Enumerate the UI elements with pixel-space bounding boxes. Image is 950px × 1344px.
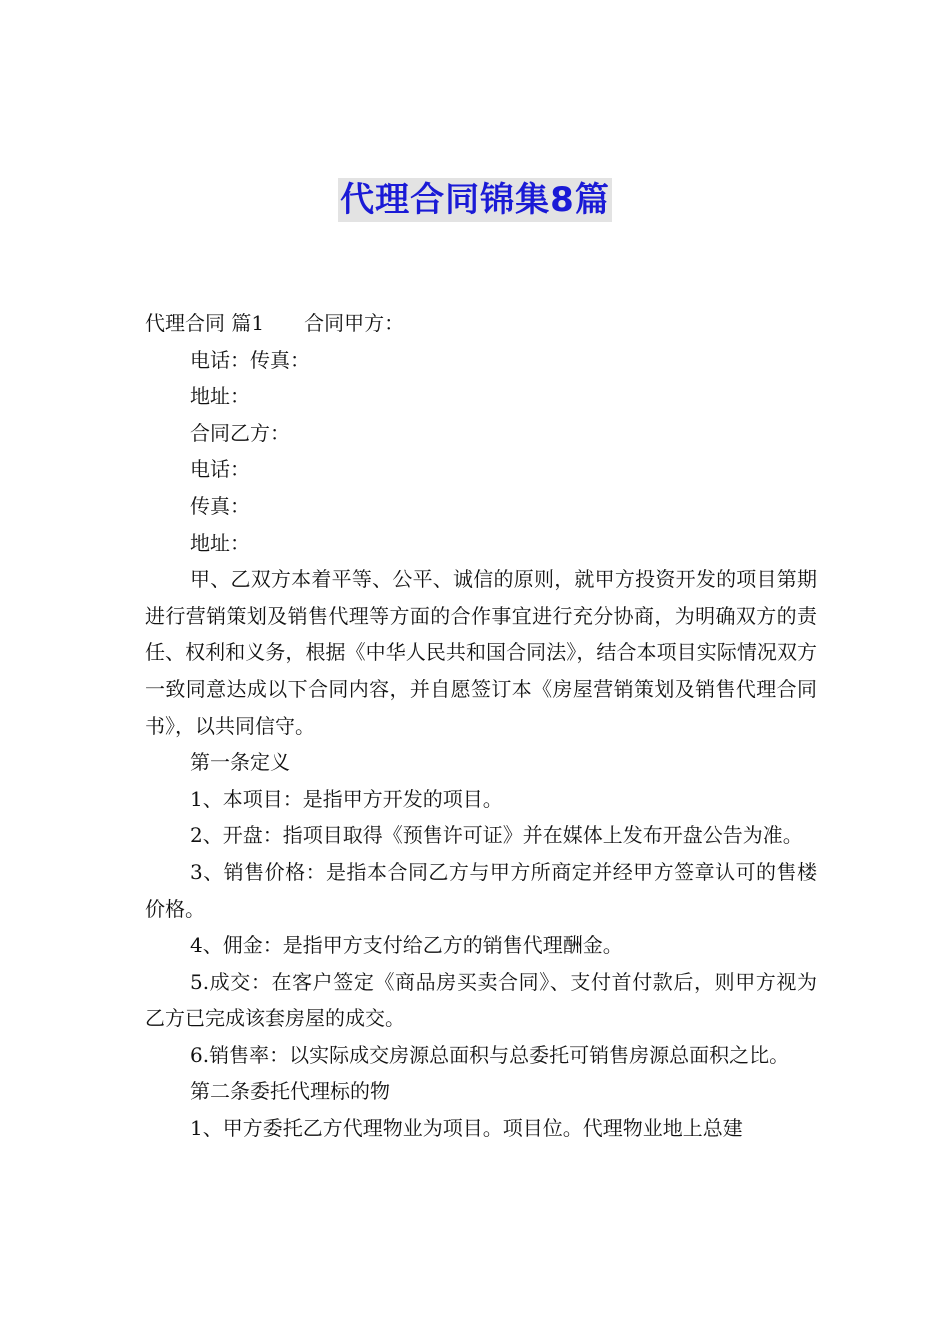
paragraph: 1、甲方委托乙方代理物业为项目。项目位。代理物业地上总建 (190, 1116, 743, 1141)
document-body (145, 305, 817, 1147)
paragraph: 甲、乙双方本着平等、公平、诚信的原则，就甲方投资开发的项目第期进行营销策划及销售代理等方面的合作事宜进行充分协商，为明确双方的责任、权利和义务，根据《中华人民共和国合同法》，结合本项目实际情况双方一致同意达成以下合同内容，并自愿签订本《房屋营销策划及销售代理合同书》，以共同信守。 (145, 567, 817, 738)
paragraph: 第二条委托代理标的物 (190, 1079, 390, 1104)
paragraph: 4、佣金：是指甲方支付给乙方的销售代理酬金。 (190, 933, 623, 958)
paragraph: 传真： (190, 493, 250, 518)
paragraph: 3、销售价格：是指本合同乙方与甲方所商定并经甲方签章认可的售楼价格。 (145, 859, 817, 921)
section-label: 代理合同 篇1 (145, 311, 265, 335)
paragraph: 2、开盘：指项目取得《预售许可证》并在媒体上发布开盘公告为准。 (190, 823, 803, 848)
paragraph: 电话：传真： (190, 347, 310, 372)
paragraph: 地址： (190, 384, 250, 409)
paragraph: 合同乙方： (190, 420, 290, 445)
paragraph: 第一条定义 (190, 750, 290, 775)
paragraph: 6.销售率：以实际成交房源总面积与总委托可销售房源总面积之比。 (190, 1042, 790, 1067)
paragraph: 电话： (190, 457, 250, 482)
paragraph: 5.成交：在客户签定《商品房买卖合同》、支付首付款后，则甲方视为乙方已完成该套房屋的成交。 (145, 969, 817, 1031)
party-a-label: 合同甲方： (304, 311, 405, 335)
title-container (0, 178, 950, 222)
section-heading-line (145, 305, 817, 342)
paragraph: 地址： (190, 530, 250, 555)
document-title: 代理合同锦集8篇 (340, 180, 610, 220)
paragraph: 1、本项目：是指甲方开发的项目。 (190, 786, 503, 811)
